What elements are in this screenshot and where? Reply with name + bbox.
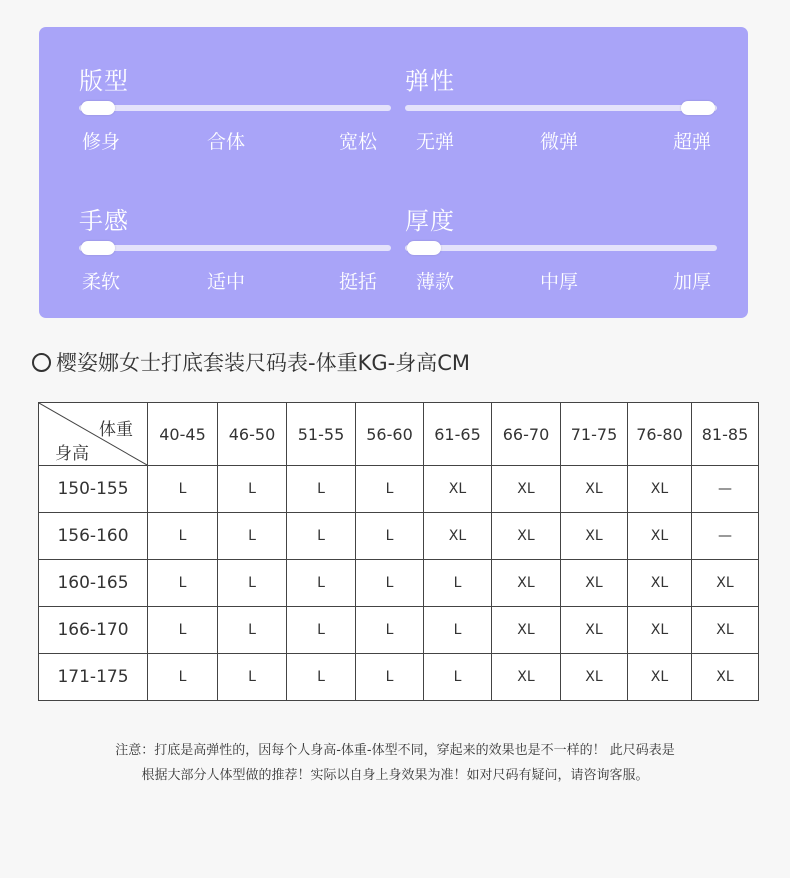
attribute-label-low: 无弹 bbox=[416, 131, 455, 153]
height-header: 150-155 bbox=[39, 466, 148, 513]
size-cell: L bbox=[356, 560, 424, 607]
attribute-label-mid: 中厚 bbox=[540, 271, 579, 293]
weight-header: 46-50 bbox=[218, 403, 287, 466]
attribute-label-mid: 合体 bbox=[207, 131, 246, 153]
circle-icon bbox=[32, 353, 51, 372]
height-header: 171-175 bbox=[39, 654, 148, 701]
size-cell: XL bbox=[424, 466, 492, 513]
attribute-label-high: 宽松 bbox=[338, 131, 377, 153]
size-cell: XL bbox=[692, 654, 759, 701]
attribute-slider-track bbox=[405, 245, 717, 251]
size-chart-row bbox=[39, 513, 759, 560]
size-cell: XL bbox=[628, 513, 692, 560]
size-cell: XL bbox=[692, 560, 759, 607]
size-cell: — bbox=[692, 513, 759, 560]
height-header: 160-165 bbox=[39, 560, 148, 607]
attribute-slider-track bbox=[79, 245, 391, 251]
size-cell: L bbox=[148, 654, 218, 701]
size-chart-row bbox=[39, 560, 759, 607]
attribute-slider-knob bbox=[81, 241, 115, 255]
size-cell: XL bbox=[424, 513, 492, 560]
size-cell: L bbox=[356, 654, 424, 701]
attribute-slider-track bbox=[79, 105, 391, 111]
size-cell: XL bbox=[628, 466, 692, 513]
weight-header: 56-60 bbox=[356, 403, 424, 466]
size-cell: XL bbox=[561, 466, 628, 513]
size-cell: XL bbox=[628, 607, 692, 654]
size-cell: L bbox=[424, 560, 492, 607]
size-note-line: 注意：打底是高弹性的，因每个人身高-体重-体型不同，穿起来的效果也是不一样的！ 此尺码表是 bbox=[115, 743, 675, 758]
size-cell: XL bbox=[492, 466, 561, 513]
size-cell: L bbox=[148, 607, 218, 654]
attribute-slider-knob bbox=[407, 241, 441, 255]
weight-header: 61-65 bbox=[424, 403, 492, 466]
size-cell: XL bbox=[561, 513, 628, 560]
size-cell: L bbox=[218, 513, 287, 560]
attribute-label-high: 加厚 bbox=[672, 271, 711, 293]
size-chart-row bbox=[39, 654, 759, 701]
size-chart-title: 樱姿娜女士打底套装尺码表-体重KG-身高CM bbox=[56, 351, 470, 375]
size-cell: XL bbox=[692, 607, 759, 654]
size-chart-header-row bbox=[39, 403, 759, 466]
weight-header: 76-80 bbox=[628, 403, 692, 466]
attribute-label-low: 修身 bbox=[82, 131, 121, 153]
size-cell: L bbox=[356, 513, 424, 560]
size-cell: L bbox=[287, 607, 356, 654]
weight-header: 71-75 bbox=[561, 403, 628, 466]
attribute-label-low: 薄款 bbox=[416, 271, 455, 293]
attribute-label-high: 挺括 bbox=[338, 271, 377, 293]
size-cell: L bbox=[356, 607, 424, 654]
size-cell: L bbox=[356, 466, 424, 513]
size-cell: L bbox=[287, 466, 356, 513]
size-cell: L bbox=[287, 654, 356, 701]
size-cell: XL bbox=[561, 607, 628, 654]
height-header: 156-160 bbox=[39, 513, 148, 560]
corner-height-label: 身高 bbox=[55, 444, 89, 464]
size-note-line: 根据大部分人体型做的推荐！实际以自身上身效果为准！如对尺码有疑问，请咨询客服。 bbox=[141, 768, 649, 783]
size-cell: L bbox=[424, 607, 492, 654]
size-cell: XL bbox=[492, 607, 561, 654]
weight-header: 66-70 bbox=[492, 403, 561, 466]
size-cell: L bbox=[287, 560, 356, 607]
attribute-title: 手感 bbox=[79, 207, 129, 235]
height-header: 166-170 bbox=[39, 607, 148, 654]
fabric-attributes-panel bbox=[39, 27, 748, 318]
size-cell: L bbox=[148, 466, 218, 513]
weight-header: 51-55 bbox=[287, 403, 356, 466]
size-cell: XL bbox=[561, 654, 628, 701]
weight-header: 81-85 bbox=[692, 403, 759, 466]
size-cell: XL bbox=[628, 560, 692, 607]
size-cell: L bbox=[218, 560, 287, 607]
size-cell: L bbox=[287, 513, 356, 560]
size-cell: L bbox=[218, 466, 287, 513]
size-cell: XL bbox=[492, 513, 561, 560]
attribute-title: 版型 bbox=[79, 67, 129, 95]
size-cell: XL bbox=[561, 560, 628, 607]
size-cell: XL bbox=[628, 654, 692, 701]
size-cell: XL bbox=[492, 560, 561, 607]
attribute-label-low: 柔软 bbox=[82, 271, 121, 293]
attribute-slider-knob bbox=[81, 101, 115, 115]
size-cell: L bbox=[148, 560, 218, 607]
corner-weight-label: 体重 bbox=[99, 420, 133, 440]
attribute-slider-track bbox=[405, 105, 717, 111]
size-cell: L bbox=[218, 607, 287, 654]
size-chart-heading bbox=[32, 347, 470, 377]
size-chart-corner bbox=[39, 403, 148, 466]
attribute-label-mid: 适中 bbox=[207, 271, 246, 293]
attribute-slider-knob bbox=[681, 101, 715, 115]
size-cell: — bbox=[692, 466, 759, 513]
size-cell: L bbox=[148, 513, 218, 560]
weight-header: 40-45 bbox=[148, 403, 218, 466]
size-cell: L bbox=[424, 654, 492, 701]
attribute-title: 弹性 bbox=[405, 67, 455, 95]
size-chart-row bbox=[39, 466, 759, 513]
size-cell: L bbox=[218, 654, 287, 701]
size-chart-table bbox=[38, 402, 759, 701]
attribute-label-high: 超弹 bbox=[672, 131, 711, 153]
attribute-label-mid: 微弹 bbox=[540, 131, 579, 153]
size-cell: XL bbox=[492, 654, 561, 701]
size-chart-row bbox=[39, 607, 759, 654]
attribute-title: 厚度 bbox=[405, 207, 455, 235]
